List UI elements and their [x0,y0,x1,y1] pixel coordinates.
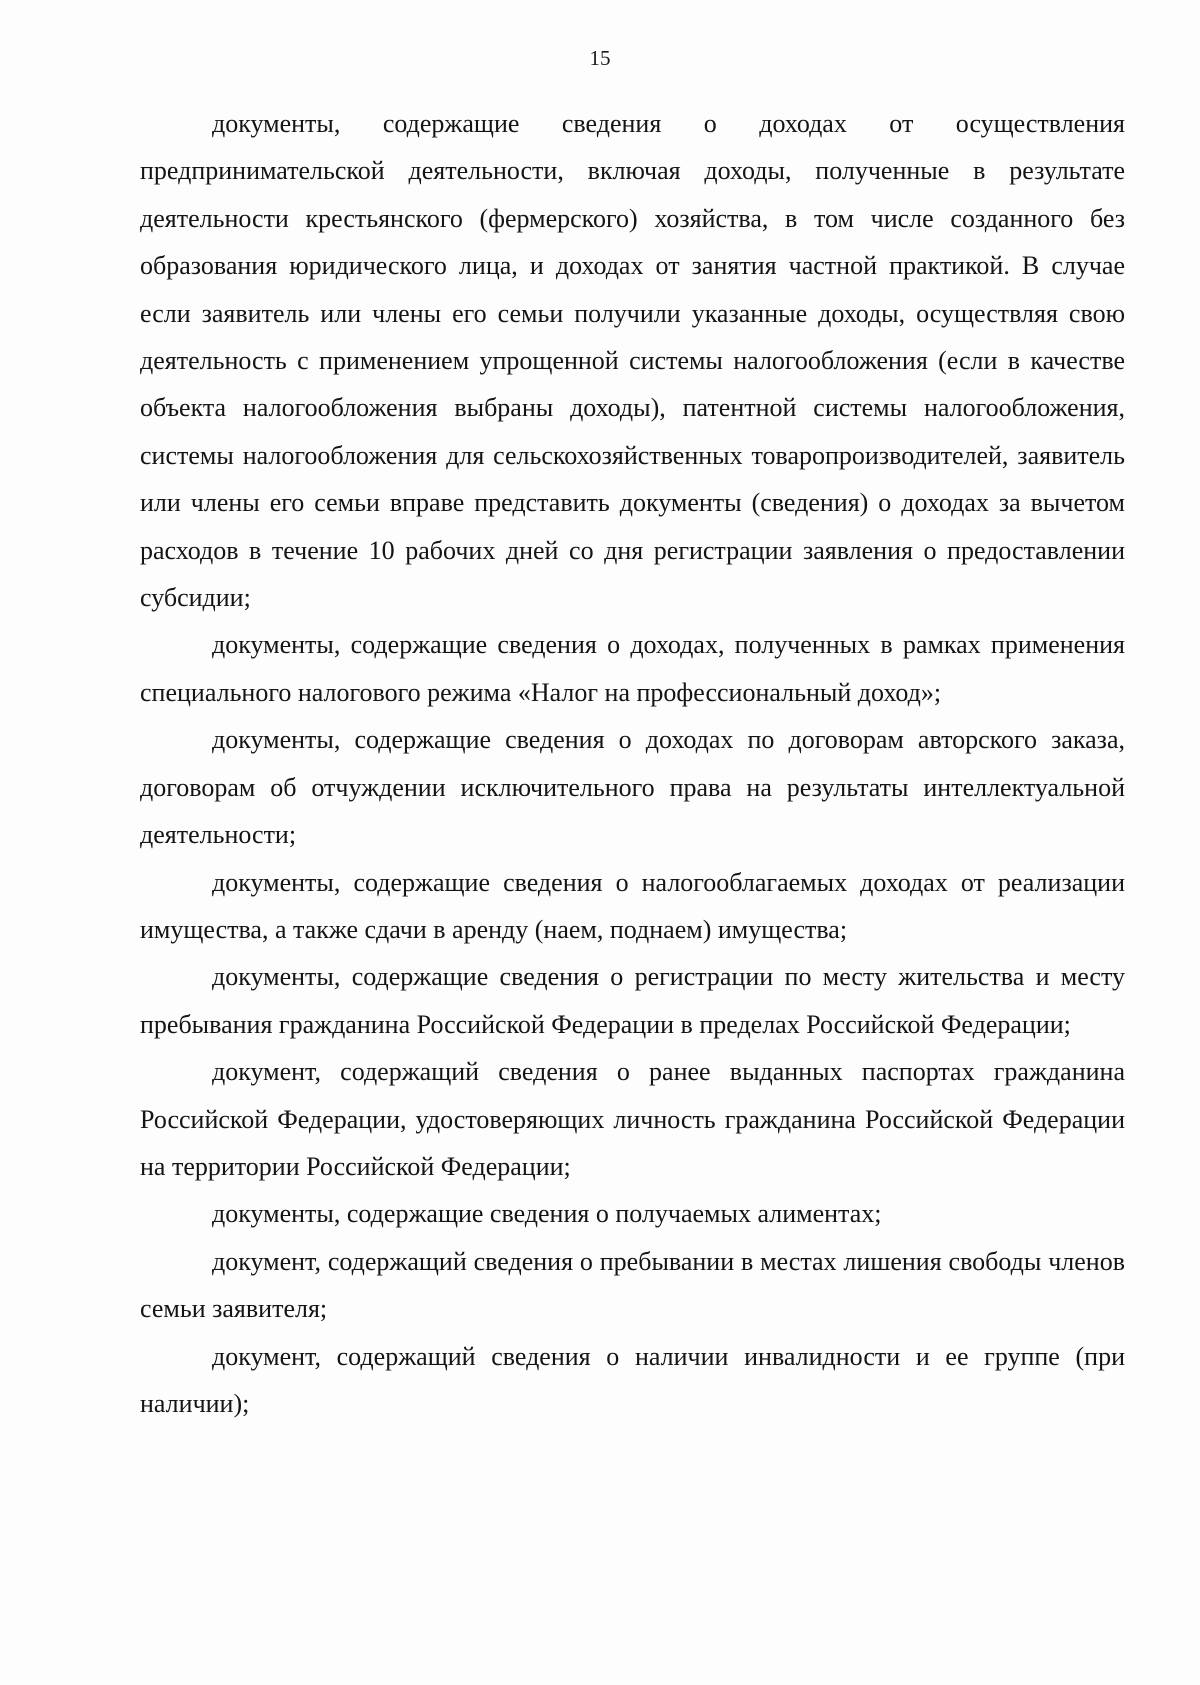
paragraph-disability: документ, содержащий сведения о наличии инвалидности и ее группе (при наличии); [140,1341,1125,1418]
paragraph-imprisonment: документ, содержащий сведения о пребывании в местах лишения свободы членов семьи заявителя; [140,1246,1125,1324]
paragraph-alimony: документы, содержащие сведения о получаемых алиментах; [212,1199,882,1229]
paragraph-professional-income-tax: документы, содержащие сведения о доходах, полученных в рамках применения специального налогового режима «Налог на профессиональный доход»; [140,630,1125,707]
page-number: 15 [589,46,611,70]
paragraph-property-income: документы, содержащие сведения о налогооблагаемых доходах от реализации имущества, а также сдачи в аренду (наем, поднаем) имущества; [140,867,1125,944]
paragraph-author-contracts: документы, содержащие сведения о доходах по договорам авторского заказа, договорам об отчуждении исключительного права на результаты интеллектуальной деятельности; [140,725,1125,850]
paragraph-passports: документ, содержащий сведения о ранее выданных паспортах гражданина Российской Федерации, удостоверяющих личность гражданина Российской Федерации на территории Российской Федерации; [140,1057,1125,1181]
paragraph-business-income: документы, содержащие сведения о доходах от осуществления предпринимательской деятельности, включая доходы, полученные в результате деятельности крестьянского (фермерского) хозяйства, в том числе созданного без образования юридического лица, и доходах от занятия частной практикой. В случае если заявитель или члены его семьи получили указанные доходы, осуществляя свою деятельность с применением упрощенной системы налогообложения (если в качестве объекта налогообложения выбраны доходы), патентной системы налогообложения, системы налогообложения для сельскохозяйственных товаропроизводителей, заявитель или члены его семьи вправе представить документы (сведения) о доходах за вычетом расходов в течение 10 рабочих дней со дня регистрации заявления о предоставлении субсидии; [140,109,1125,613]
document-body [140,100,1125,1427]
paragraph-registration: документы, содержащие сведения о регистрации по месту жительства и месту пребывания гражданина Российской Федерации в пределах Российской Федерации; [140,962,1125,1039]
